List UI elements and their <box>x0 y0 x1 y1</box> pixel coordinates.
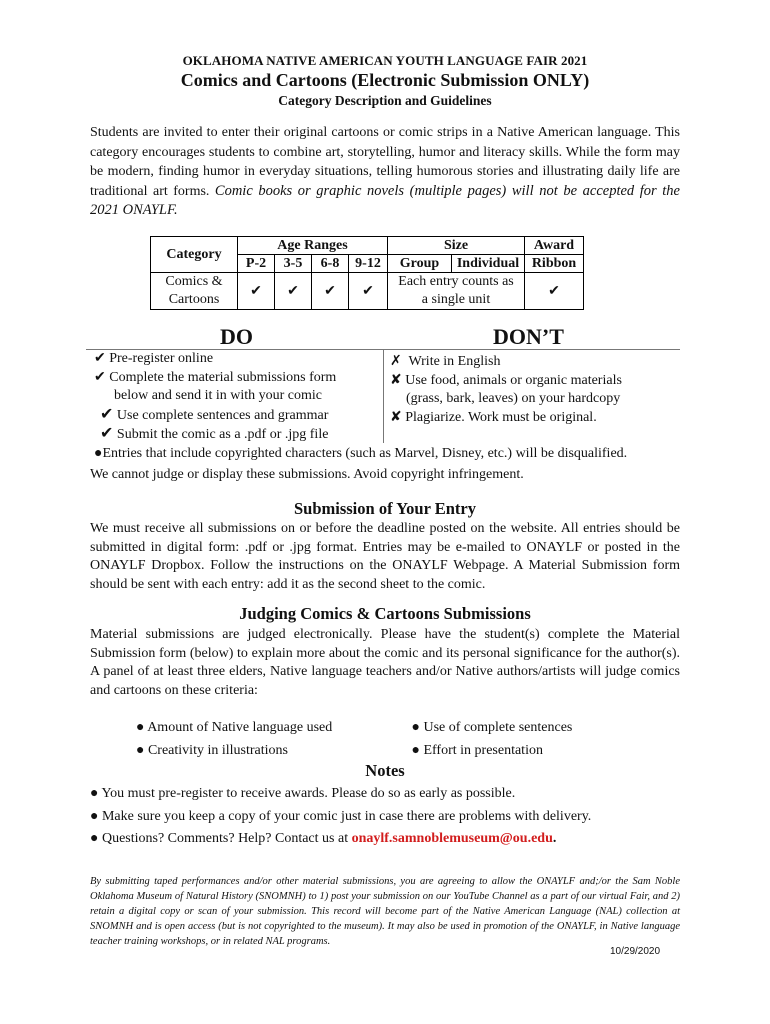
size-individual: Individual <box>452 255 525 273</box>
dont-list <box>390 353 622 427</box>
age-3-5: 3-5 <box>275 255 312 273</box>
copyright-note: We cannot judge or display these submissions. Avoid copyright infringement. <box>90 467 524 482</box>
document-date: 10/29/2020 <box>610 946 661 957</box>
award-header: Award <box>525 237 584 255</box>
category-table <box>150 236 584 310</box>
divider <box>383 349 384 443</box>
judging-text: Material submissions are judged electronically. Please have the student(s) complete the Material Submission form (below) to explain more about the comic and its personal significance for the author(s). A panel of at least three elders, Native language teachers and/or Native authors/artists will judge comics and cartoons on these criteria: <box>90 627 680 698</box>
list-item: ● Questions? Comments? Help? Contact us at onaylf.samnoblemuseum@ou.edu. <box>90 831 557 846</box>
size-group: Group <box>388 255 452 273</box>
intro-italic-note: Comic books or graphic novels (multiple pages) will not be accepted for the 2021 ONAYLF. <box>90 182 680 218</box>
fair-title: OKLAHOMA NATIVE AMERICAN YOUTH LANGUAGE FAIR 2021 <box>182 53 588 68</box>
ballot-x-icon: ✗ <box>390 354 402 369</box>
list-item: ● Make sure you keep a copy of your comic just in case there are problems with delivery. <box>90 808 592 824</box>
intro-text: Students are invited to enter their original cartoons or comic strips in a Native American language. This category encourages students to combine art, storytelling, humor and literacy skills. While the form may be modern, finding humor in everyday situations, telling humorous stories and illustrating daily life are traditional art forms. <box>90 125 680 199</box>
page-subtitle: Category Description and Guidelines <box>278 93 492 108</box>
footer-disclaimer: By submitting taped performances and/or other material submissions, you are agreeing to allow the ONAYLF and;/or the Sam Noble Oklahoma Museum of Natural History (SNOMNH) to 1) post your submission on our YouTube Channel as a part of our virtual Fair, and 2) retain a digital copy or scan of your submission. This record will become part of the Native American Language (NAL) collection at SNOMNH and is open access (but is not copyrighted to the museum). It may also be used in promotion of the ONAYLF, in Native language teacher training workshops, or in related NAL programs. <box>90 876 680 947</box>
size-note: Each entry counts as a single unit <box>388 273 525 310</box>
list-item: ● Effort in presentation <box>411 743 543 758</box>
do-heading: DO <box>220 324 253 349</box>
list-item: ● You must pre-register to receive awards. Please do so as early as possible. <box>90 786 516 801</box>
notes-list <box>90 783 680 851</box>
judging-heading: Judging Comics & Cartoons Submissions <box>239 604 531 623</box>
criteria-list <box>136 716 636 762</box>
page-title: Comics and Cartoons (Electronic Submission ONLY) <box>180 70 590 90</box>
size-header: Size <box>388 237 525 255</box>
list-item: ✔ Complete the material submissions form <box>94 369 337 385</box>
check-icon: ✔ <box>349 273 388 310</box>
do-list <box>94 350 336 445</box>
contact-email-link[interactable]: onaylf.samnoblemuseum@ou.edu <box>351 831 553 846</box>
list-item-continued: (grass, bark, leaves) on your hardcopy <box>406 391 621 406</box>
list-item: ✔ Use complete sentences and grammar <box>100 405 329 423</box>
ballot-x-icon: ✘ <box>390 372 402 388</box>
check-icon: ✔ <box>312 273 349 310</box>
list-item: ● Creativity in illustrations <box>136 743 288 758</box>
list-item-continued: below and send it in with your comic <box>114 388 323 403</box>
list-item: ✘ Plagiarize. Work must be original. <box>390 409 597 425</box>
check-icon: ✔ <box>275 273 312 310</box>
award-ribbon: Ribbon <box>525 255 584 273</box>
submission-heading: Submission of Your Entry <box>293 499 476 518</box>
notes-heading: Notes <box>365 761 405 780</box>
list-item: ● Use of complete sentences <box>411 720 573 735</box>
intro-paragraph <box>90 123 680 221</box>
submission-text: We must receive all submissions on or before the deadline posted on the website. All entries should be submitted in digital form: .pdf or .jpg format. Entries may be e-mailed to ONAYLF or posted in the ONAYLF Dropbox. Follow the instructions on the ONAYLF Webpage. A Material Submission form should be sent with each entry: add it as the second sheet to the comic. <box>90 521 680 592</box>
list-item: ● Amount of Native language used <box>136 720 333 735</box>
age-ranges-header: Age Ranges <box>238 237 388 255</box>
check-icon: ✔ <box>94 351 106 366</box>
check-icon: ✔ <box>525 273 584 310</box>
age-9-12: 9-12 <box>349 255 388 273</box>
age-p2: P-2 <box>238 255 275 273</box>
list-item: ✘ Use food, animals or organic materials <box>390 372 622 388</box>
list-item: ✗ Write in English <box>390 354 501 369</box>
check-icon: ✔ <box>94 369 106 385</box>
age-6-8: 6-8 <box>312 255 349 273</box>
dont-heading: DON’T <box>493 324 564 349</box>
list-item: ✔ Submit the comic as a .pdf or .jpg file <box>100 425 329 442</box>
heavy-check-icon: ✔ <box>100 405 114 423</box>
bullet-icon: ● <box>94 446 103 461</box>
ballot-x-icon: ✘ <box>390 409 402 425</box>
list-item: ✔ Pre-register online <box>94 351 214 366</box>
row-category: Comics & Cartoons <box>151 273 238 310</box>
copyright-warning: ●Entries that include copyrighted characters (such as Marvel, Disney, etc.) will be disqualified. <box>94 446 628 461</box>
check-icon: ✔ <box>238 273 275 310</box>
heavy-check-icon: ✔ <box>100 425 114 442</box>
category-header: Category <box>151 237 238 273</box>
